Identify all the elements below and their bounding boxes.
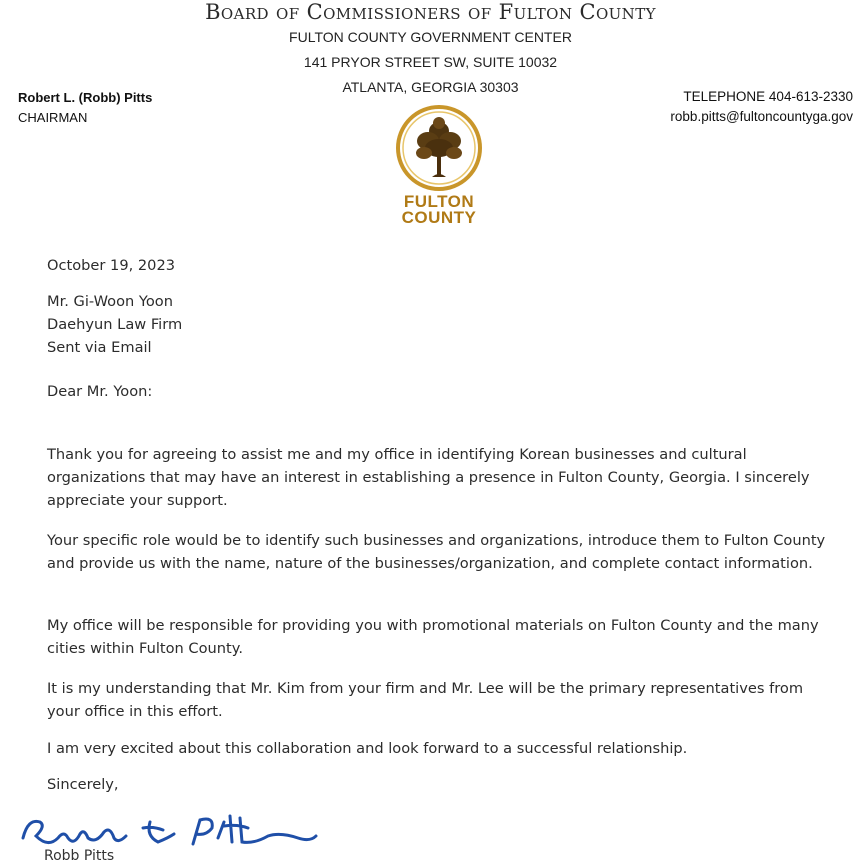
email: robb.pitts@fultoncountyga.gov (670, 109, 853, 124)
letter-date: October 19, 2023 (47, 257, 176, 274)
city-address: ATLANTA, GEORGIA 30303 (342, 79, 519, 95)
government-center: FULTON COUNTY GOVERNMENT CENTER (289, 29, 572, 45)
street-address: 141 PRYOR STREET SW, SUITE 10032 (303, 54, 558, 70)
seal-line-2: COUNTY (401, 208, 477, 227)
paragraph-3: My office will be responsible for providing you with promotional materials on Fulton County and the many cities within Fulton County. (47, 617, 819, 657)
signer-name: Robb Pitts (44, 848, 115, 864)
paragraph-1: Thank you for agreeing to assist me and my office in identifying Korean businesses and cultural organizations that may have an interest in establishing a presence in Fulton County, Georgia. I sincerely appreciate your support. (47, 446, 810, 509)
chairman-title: CHAIRMAN (18, 110, 88, 125)
delivery-method: Sent via Email (47, 339, 152, 356)
telephone: TELEPHONE 404-613-2330 (683, 89, 853, 104)
chairman-name: Robert L. (Robb) Pitts (18, 90, 153, 105)
paragraph-5: I am very excited about this collaboration and look forward to a successful relationship. (47, 740, 688, 757)
closing: Sincerely, (47, 776, 119, 793)
paragraph-4: It is my understanding that Mr. Kim from your firm and Mr. Lee will be the primary representatives from your office in this effort. (47, 680, 804, 720)
recipient-firm: Daehyun Law Firm (47, 316, 183, 333)
seal-line-1: FULTON (403, 192, 475, 211)
recipient-name: Mr. Gi-Woon Yoon (47, 293, 173, 310)
paragraph-2: Your specific role would be to identify such businesses and organizations, introduce them to Fulton County and provide us with the name, nature of the businesses/organization, and complete contact information. (47, 532, 826, 572)
board-title: Board of Commissioners of Fulton County (205, 0, 656, 24)
salutation: Dear Mr. Yoon: (47, 383, 153, 400)
